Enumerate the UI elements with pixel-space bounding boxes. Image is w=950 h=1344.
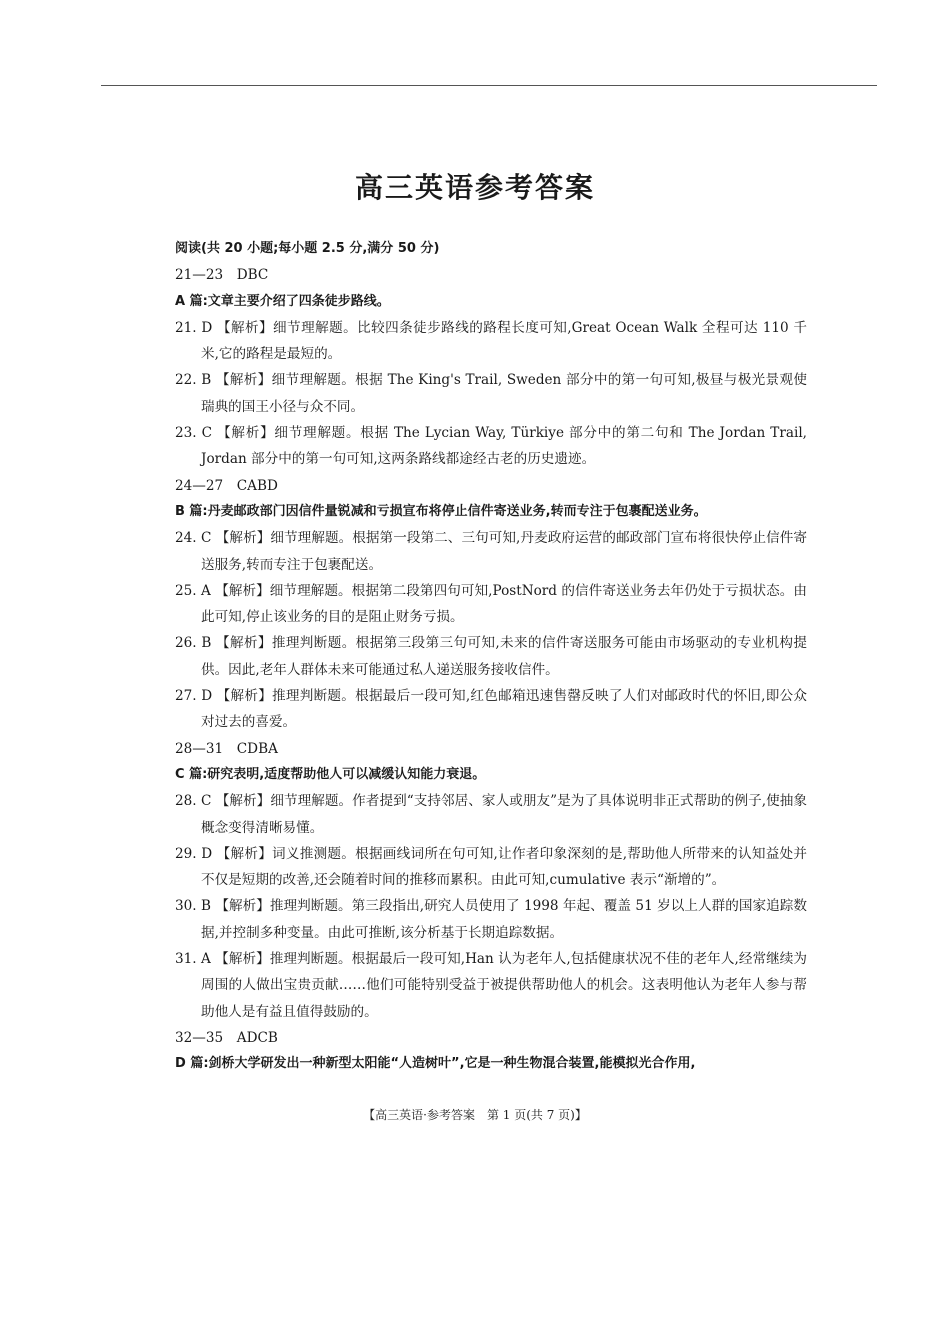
page-footer: 【高三英语·参考答案 第 1 页(共 7 页)】: [363, 1108, 587, 1122]
answer-range: 32—35 ADCB: [175, 1029, 278, 1046]
explanation-item: 23. C 【解析】细节理解题。根据 The Lycian Way, Türkiye 部分中的第二句和 The Jordan Trail, Jordan 部分中的第一句可知,这两条路线都途经古老的历史遗迹。: [175, 425, 807, 468]
answer-range: 21—23 DBC: [175, 267, 269, 284]
page-title: 高三英语参考答案: [354, 171, 595, 204]
explanation-item: 25. A 【解析】细节理解题。根据第二段第四句可知,PostNord 的信件寄送业务去年仍处于亏损状态。由此可知,停止该业务的目的是阻止财务亏损。: [175, 582, 807, 626]
passage-summary: A 篇:文章主要介绍了四条徒步路线。: [175, 293, 390, 309]
explanation-item: 31. A 【解析】推理判断题。根据最后一段可知,Han 认为老年人,包括健康状况不佳的老年人,经常继续为周围的人做出宝贵贡献……他们可能特别受益于被提供帮助他人的机会。这表明他认为老年人参与帮助他人是有益且值得鼓励的。: [175, 951, 807, 1020]
explanation-item: 21. D 【解析】细节理解题。比较四条徒步路线的路程长度可知,Great Ocean Walk 全程可达 110 千米,它的路程是最短的。: [175, 319, 807, 363]
top-rule: [101, 85, 877, 86]
explanation-item: 24. C 【解析】细节理解题。根据第一段第二、三句可知,丹麦政府运营的邮政部门宣布将很快停止信件寄送服务,转而专注于包裹配送。: [175, 530, 807, 573]
passage-summary: B 篇:丹麦邮政部门因信件量锐减和亏损宣布将停止信件寄送业务,转而专注于包裹配送业务。: [175, 503, 707, 519]
passage-summary: D 篇:剑桥大学研发出一种新型太阳能“人造树叶”,它是一种生物混合装置,能模拟光合作用,: [175, 1056, 696, 1072]
answer-content: [175, 236, 807, 1078]
explanation-item: 30. B 【解析】推理判断题。第三段指出,研究人员使用了 1998 年起、覆盖 51 岁以上人群的国家追踪数据,并控制多种变量。由此可推断,该分析基于长期追踪数据。: [175, 898, 807, 941]
explanation-item: 28. C 【解析】细节理解题。作者提到“支持邻居、家人或朋友”是为了具体说明非正式帮助的例子,使抽象概念变得清晰易懂。: [175, 793, 807, 836]
answer-range: 28—31 CDBA: [175, 740, 278, 757]
passage-summary: C 篇:研究表明,适度帮助他人可以减缓认知能力衰退。: [175, 766, 486, 782]
section-heading: 阅读(共 20 小题;每小题 2.5 分,满分 50 分): [175, 241, 440, 256]
explanation-item: 27. D 【解析】推理判断题。根据最后一段可知,红色邮箱迅速售罄反映了人们对邮政时代的怀旧,即公众对过去的喜爱。: [175, 688, 807, 731]
explanation-item: 29. D 【解析】词义推测题。根据画线词所在句可知,让作者印象深刻的是,帮助他人所带来的认知益处并不仅是短期的改善,还会随着时间的推移而累积。由此可知,cumulative 表示“渐增的”。: [175, 845, 807, 889]
answer-range: 24—27 CABD: [175, 477, 278, 494]
explanation-item: 26. B 【解析】推理判断题。根据第三段第三句可知,未来的信件寄送服务可能由市场驱动的专业机构提供。因此,老年人群体未来可能通过私人递送服务接收信件。: [175, 635, 807, 678]
explanation-item: 22. B 【解析】细节理解题。根据 The King's Trail, Sweden 部分中的第一句可知,极昼与极光景观使瑞典的国王小径与众不同。: [175, 372, 807, 415]
